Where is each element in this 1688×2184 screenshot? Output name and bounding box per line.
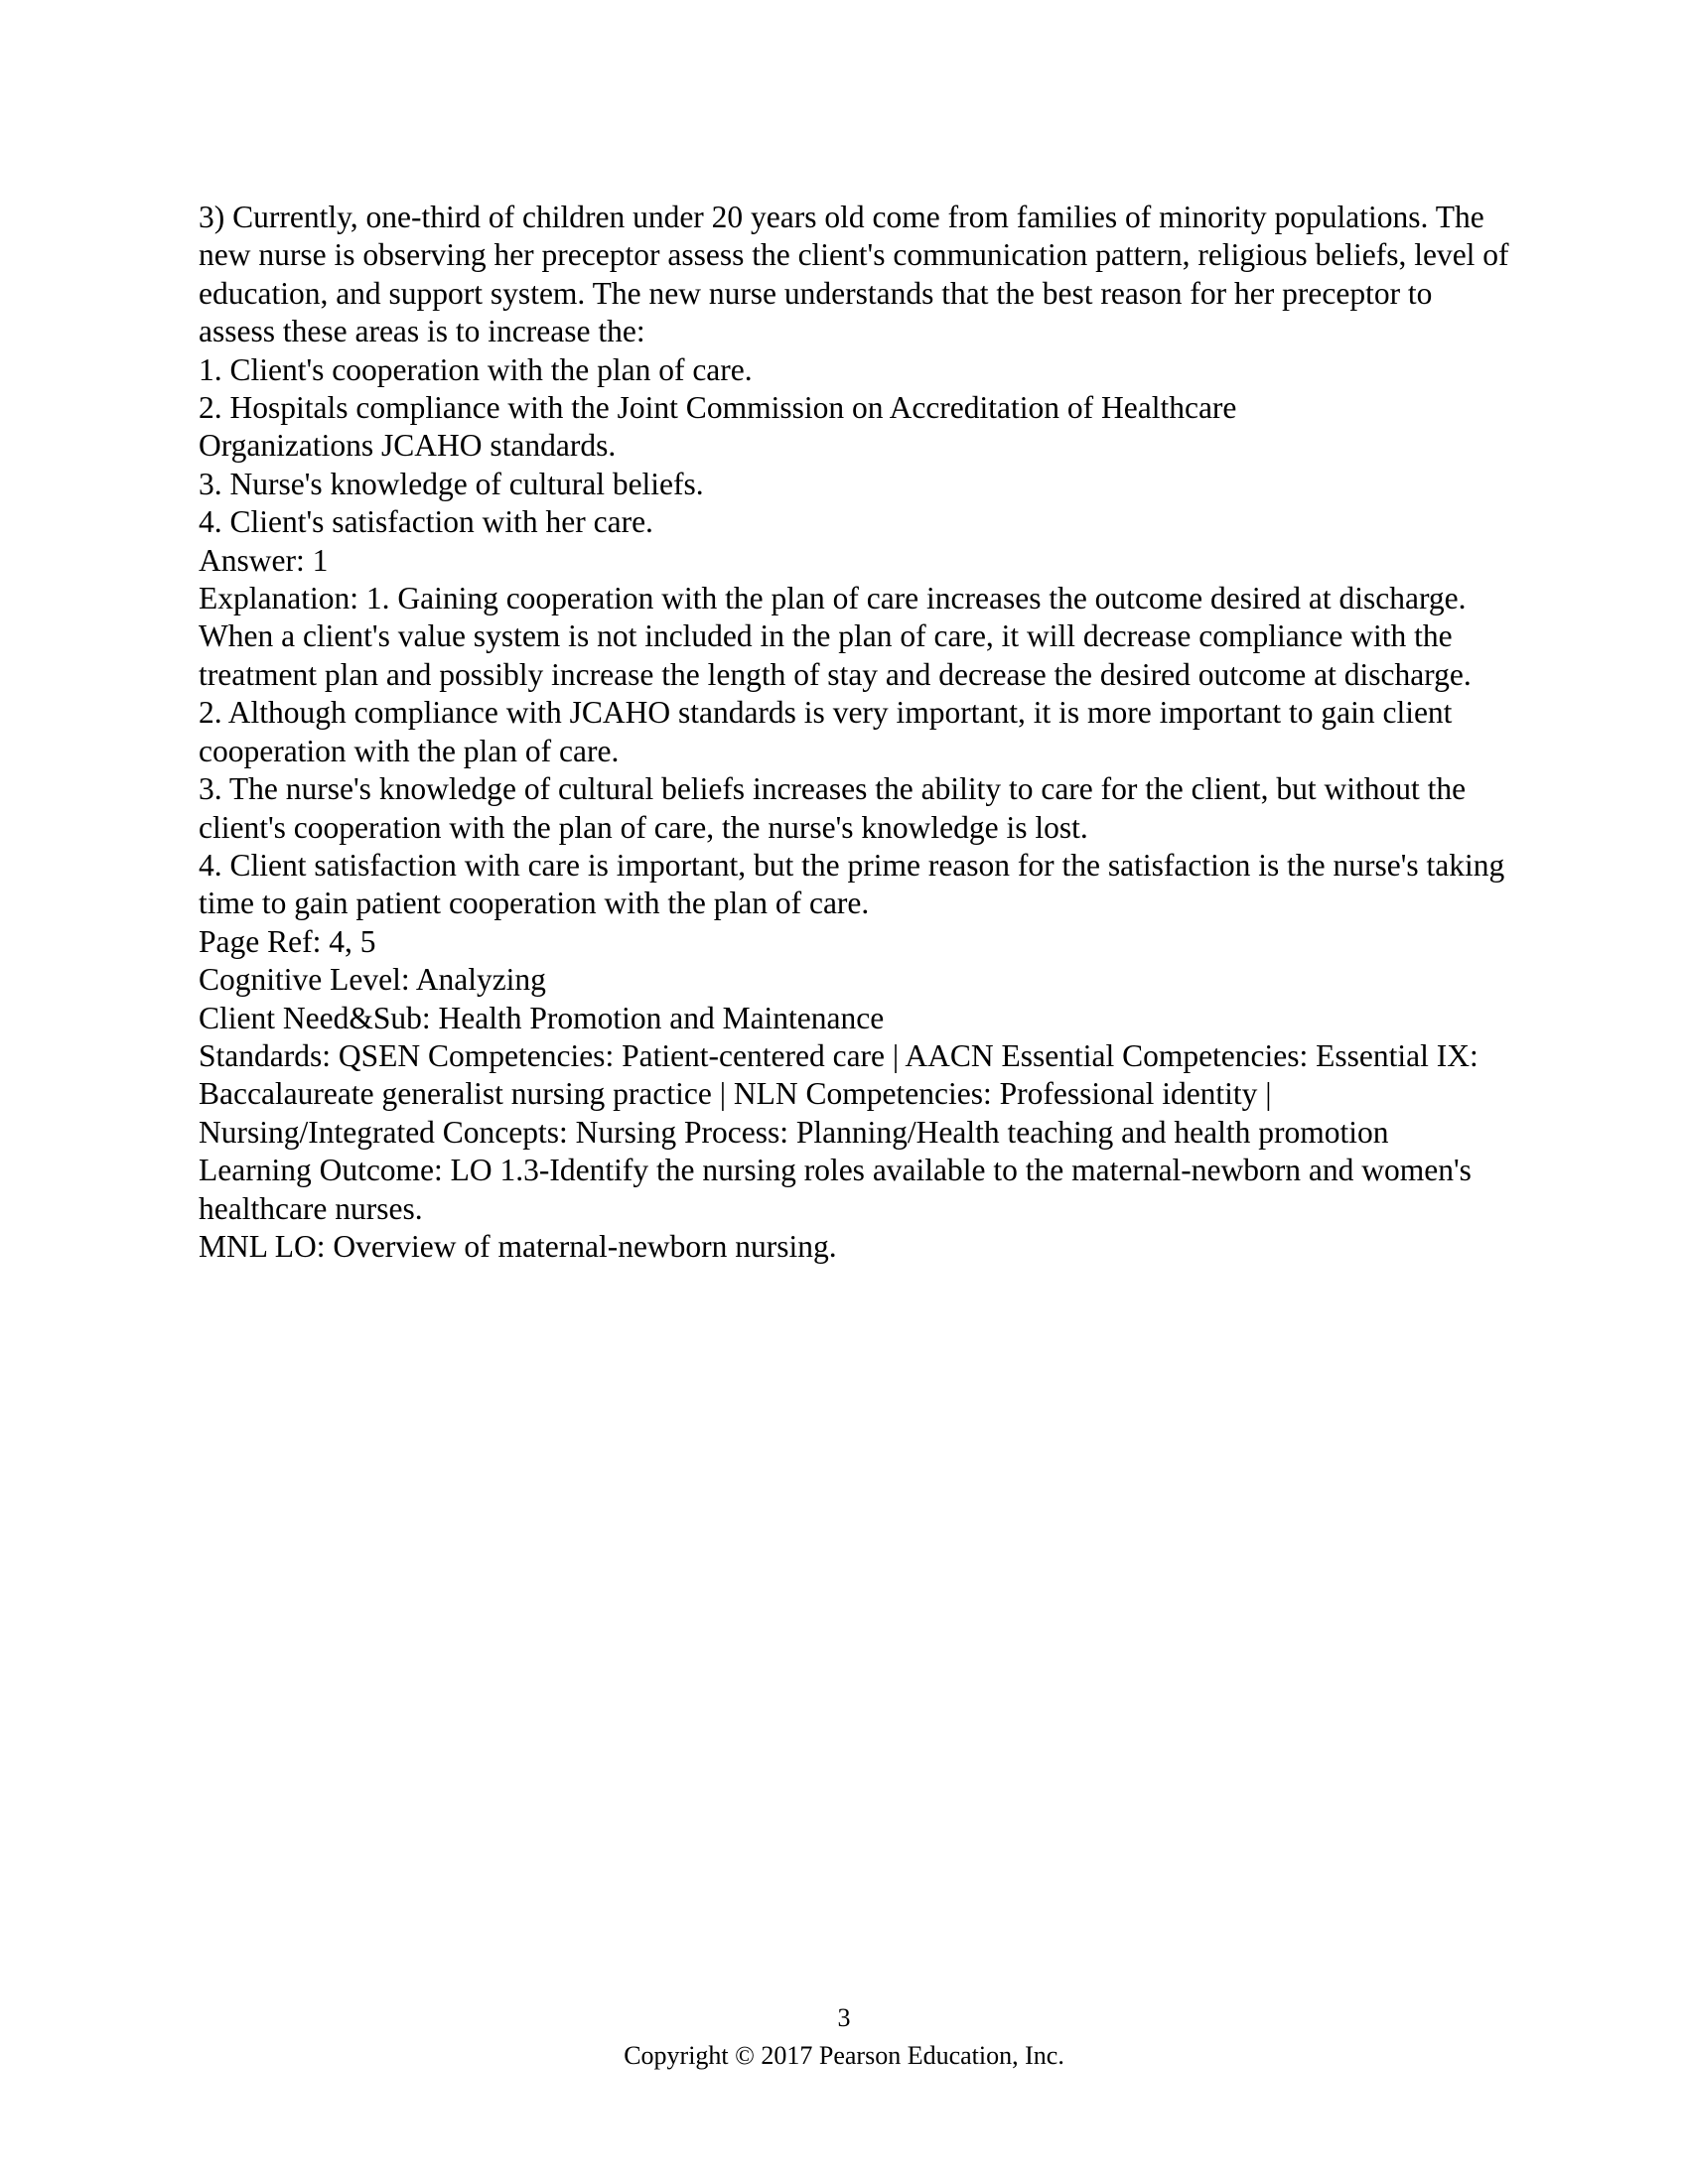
learning-outcome: Learning Outcome: LO 1.3-Identify the nursing roles available to the maternal-newborn and women's healthcare nurses. bbox=[199, 1153, 1472, 1226]
cognitive-level: Cognitive Level: Analyzing bbox=[199, 962, 546, 998]
answer-option-2: 2. Hospitals compliance with the Joint Commission on Accreditation of Healthcare Organizations JCAHO standards. bbox=[199, 390, 1237, 464]
question-block bbox=[199, 199, 1509, 1266]
copyright-notice: Copyright © 2017 Pearson Education, Inc. bbox=[624, 2041, 1064, 2070]
rationale-option-3: 3. The nurse's knowledge of cultural beliefs increases the ability to care for the client, but without the client's cooperation with the plan of care, the nurse's knowledge is lost. bbox=[199, 771, 1467, 845]
standards: Standards: QSEN Competencies: Patient-centered care | AACN Essential Competencies: Essential IX: Baccalaureate generalist nursing practice | NLN Competencies: Professional identity | Nursing/Integrated Concepts: Nursing Process: Planning/Health teaching and health promotion bbox=[199, 1037, 1478, 1150]
rationale-option-4: 4. Client satisfaction with care is important, but the prime reason for the satisfaction is the nurse's taking time to gain patient cooperation with the plan of care. bbox=[199, 847, 1505, 921]
explanation: Explanation: 1. Gaining cooperation with the plan of care increases the outcome desired at discharge. When a client's value system is not included in the plan of care, it will decrease compliance with the treatment plan and possibly increase the length of stay and decrease the desired outcome at discharge. bbox=[199, 581, 1472, 692]
answer-option-3: 3. Nurse's knowledge of cultural beliefs. bbox=[199, 466, 704, 501]
rationale-option-2: 2. Although compliance with JCAHO standards is very important, it is more important to gain client cooperation with the plan of care. bbox=[199, 695, 1453, 768]
page-number: 3 bbox=[837, 2003, 851, 2032]
client-need: Client Need&Sub: Health Promotion and Maintenance bbox=[199, 1000, 885, 1035]
mnl-lo: MNL LO: Overview of maternal-newborn nursing. bbox=[199, 1228, 837, 1264]
page-ref: Page Ref: 4, 5 bbox=[199, 923, 376, 959]
answer-option-1: 1. Client's cooperation with the plan of care. bbox=[199, 351, 753, 387]
answer-key: Answer: 1 bbox=[199, 542, 329, 578]
answer-option-4: 4. Client's satisfaction with her care. bbox=[199, 504, 653, 540]
question-stem: 3) Currently, one-third of children under 20 years old come from families of minority populations. The new nurse is observing her preceptor assess the client's communication pattern, religious beliefs, level of education, and support system. The new nurse understands that the best reason for her preceptor to assess these areas is to increase the: bbox=[199, 200, 1509, 349]
